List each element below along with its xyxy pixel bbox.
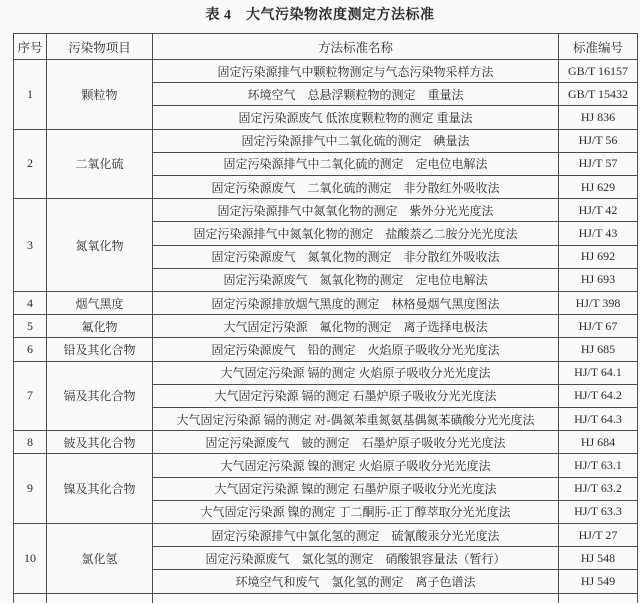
pollutant-cell: 铅及其化合物 — [47, 338, 153, 361]
pollutant-cell: 颗粒物 — [47, 60, 153, 130]
table-title: 表 4 大气污染物浓度测定方法标准 — [205, 8, 435, 23]
method-name-cell: 大气固定污染源 镍的测定 丁二酮肟-正丁醇萃取分光光度法 — [153, 500, 559, 523]
table-row — [14, 315, 638, 338]
standard-code-cell: HJ 692 — [559, 245, 638, 268]
standard-code-cell: HJ 685 — [559, 338, 638, 361]
method-name-cell: 大气固定污染源 镉的测定 石墨炉原子吸收分光光度法 — [153, 384, 559, 407]
standard-code-cell: HJ/T 398 — [559, 292, 638, 315]
header-seq: 序号 — [14, 34, 47, 60]
header-row — [14, 34, 638, 60]
standard-code-cell: HJ 836 — [559, 106, 638, 129]
standard-code-cell: GB/T 15432 — [559, 83, 638, 106]
table-row — [14, 292, 638, 315]
pollutant-cell: 氟化物 — [47, 315, 153, 338]
row-number-cell: 3 — [14, 199, 47, 292]
method-name-cell: 固定污染源排气中二氧化硫的测定 碘量法 — [153, 129, 559, 152]
partial-cell — [14, 594, 47, 603]
method-name-cell: 固定污染源废气 铍的测定 石墨炉原子吸收分光光度法 — [153, 431, 559, 454]
pollutant-cell: 铍及其化合物 — [47, 431, 153, 454]
pollutant-cell: 烟气黑度 — [47, 292, 153, 315]
method-name-cell: 固定污染源废气 铅的测定 火焰原子吸收分光光度法 — [153, 338, 559, 361]
standard-code-cell: HJ/T 27 — [559, 524, 638, 547]
standard-code-cell: HJ 684 — [559, 431, 638, 454]
standard-code-cell: HJ/T 56 — [559, 129, 638, 152]
method-name-cell: 固定污染源排气中二氧化硫的测定 定电位电解法 — [153, 152, 559, 175]
method-name-cell: 大气固定污染源 镉的测定 火焰原子吸收分光光度法 — [153, 361, 559, 384]
pollutant-cell: 氯化氢 — [47, 524, 153, 594]
standard-code-cell: HJ 693 — [559, 268, 638, 291]
standard-code-cell: HJ/T 67 — [559, 315, 638, 338]
pollutant-cell: 镉及其化合物 — [47, 361, 153, 431]
row-number-cell: 9 — [14, 454, 47, 524]
table-row — [14, 454, 638, 477]
method-name-cell: 大气固定污染源 镉的测定 对-偶氮苯重氮氨基偶氮苯磺酸分光光度法 — [153, 408, 559, 431]
partial-cell — [559, 594, 638, 603]
standard-code-cell: HJ 629 — [559, 176, 638, 199]
standard-code-cell: GB/T 16157 — [559, 60, 638, 83]
table-row — [14, 431, 638, 454]
standard-code-cell: HJ/T 63.2 — [559, 477, 638, 500]
row-number-cell: 5 — [14, 315, 47, 338]
method-name-cell: 固定污染源废气 低浓度颗粒物的测定 重量法 — [153, 106, 559, 129]
header-pollutant: 污染物项目 — [47, 34, 153, 60]
partial-cutoff-row — [14, 594, 638, 603]
method-name-cell: 固定污染源排放烟气黑度的测定 林格曼烟气黑度图法 — [153, 292, 559, 315]
header-method-name: 方法标准名称 — [153, 34, 559, 60]
standards-table — [13, 33, 638, 603]
standard-code-cell: HJ/T 57 — [559, 152, 638, 175]
standard-code-cell: HJ/T 63.3 — [559, 500, 638, 523]
partial-cell — [153, 594, 559, 603]
standard-code-cell: HJ/T 64.2 — [559, 384, 638, 407]
standard-code-cell: HJ/T 64.1 — [559, 361, 638, 384]
table-row — [14, 199, 638, 222]
method-name-cell: 固定污染源废气 氮氧化物的测定 非分散红外吸收法 — [153, 245, 559, 268]
method-name-cell: 大气固定污染源 镍的测定 石墨炉原子吸收分光光度法 — [153, 477, 559, 500]
row-number-cell: 8 — [14, 431, 47, 454]
method-name-cell: 固定污染源废气 氮氧化物的测定 定电位电解法 — [153, 268, 559, 291]
row-number-cell: 10 — [14, 524, 47, 594]
row-number-cell: 1 — [14, 60, 47, 130]
standard-code-cell: HJ/T 43 — [559, 222, 638, 245]
method-name-cell: 固定污染源排气中氮氧化物的测定 盐酸萘乙二胺分光光度法 — [153, 222, 559, 245]
method-name-cell: 固定污染源排气中氯化氢的测定 硫氰酸汞分光光度法 — [153, 524, 559, 547]
standard-code-cell: HJ 548 — [559, 547, 638, 570]
partial-cell — [47, 594, 153, 603]
method-name-cell: 大气固定污染源 镍的测定 火焰原子吸收分光光度法 — [153, 454, 559, 477]
row-number-cell: 4 — [14, 292, 47, 315]
row-number-cell: 2 — [14, 129, 47, 199]
row-number-cell: 6 — [14, 338, 47, 361]
method-name-cell: 固定污染源废气 氯化氢的测定 硝酸银容量法（暂行） — [153, 547, 559, 570]
method-name-cell: 固定污染源废气 二氧化硫的测定 非分散红外吸收法 — [153, 176, 559, 199]
standard-code-cell: HJ/T 63.1 — [559, 454, 638, 477]
method-name-cell: 固定污染源排气中氮氧化物的测定 紫外分光光度法 — [153, 199, 559, 222]
method-name-cell: 环境空气 总悬浮颗粒物的测定 重量法 — [153, 83, 559, 106]
table-row — [14, 361, 638, 384]
table-row — [14, 338, 638, 361]
table-row — [14, 129, 638, 152]
standard-code-cell: HJ/T 64.3 — [559, 408, 638, 431]
row-number-cell: 7 — [14, 361, 47, 431]
table-row — [14, 524, 638, 547]
pollutant-cell: 氮氧化物 — [47, 199, 153, 292]
table-row — [14, 60, 638, 83]
method-name-cell: 环境空气和废气 氯化氢的测定 离子色谱法 — [153, 570, 559, 594]
header-standard-code: 标准编号 — [559, 34, 638, 60]
pollutant-cell: 镍及其化合物 — [47, 454, 153, 524]
pollutant-cell: 二氧化硫 — [47, 129, 153, 199]
method-name-cell: 大气固定污染源 氟化物的测定 离子选择电极法 — [153, 315, 559, 338]
method-name-cell: 固定污染源排气中颗粒物测定与气态污染物采样方法 — [153, 60, 559, 83]
standard-code-cell: HJ/T 42 — [559, 199, 638, 222]
standard-code-cell: HJ 549 — [559, 570, 638, 594]
